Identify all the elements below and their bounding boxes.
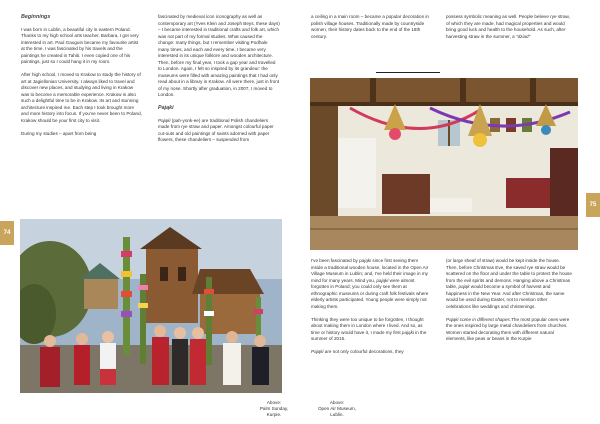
pajaki-term: pająki	[359, 258, 372, 263]
dziad-term: "dziad"	[515, 33, 531, 39]
paragraph: a ceiling in a main room – became a popular decoration in polish village houses. Traditionally made by countryside women, their history dates back to the end of the 18th century.	[311, 14, 429, 39]
paragraph-text: (or large sheaf of straw) would be kept inside the house. Then, before Christmas Eve, the saved rye straw would be scattered on the floor and under the table to protect the house from the evil spirits and demons. Hanging above a Christmas table,	[446, 258, 572, 289]
pajaki-term: Pająki	[158, 117, 171, 123]
paragraph-text: since first seeing them inside a traditional wooden house, located in the Open Air Village Museum in Lublin; and, I've held their image in my mind for many years. Mind you,	[311, 258, 429, 283]
paragraph: During my studies – apart from being	[21, 130, 97, 136]
paragraph	[311, 258, 431, 310]
paragraph-text: were almost forgotten in Poland; you could only see them at ethnographic museums or during craft folk festivals where elderly artists participated. Young people were simply not making them.	[311, 277, 429, 309]
pajak-term: pająk	[458, 284, 470, 289]
left-column-1	[21, 14, 142, 144]
paragraph	[446, 317, 572, 343]
photo-caption-right	[300, 400, 374, 419]
paragraph-text: The most popular ones were the ones inspired by large metal chandeliers from churches. Women started decorating them with different natural elements, like peas or beans in the Kurpie	[446, 316, 570, 341]
paragraph-text: (pah-yonk-ee) are traditional Polish chandeliers made from rye straw and paper. Amongst colourful paper cut-outs and old paintings of saints adorned with paper flowers, these chandeliers – suspended from	[158, 117, 274, 142]
pajaki-term: pająki	[401, 329, 414, 335]
heading-beginnings: Beginnings	[21, 14, 51, 20]
caption-line: Kurpie.	[266, 412, 282, 418]
heading-pajaki: Pająki	[158, 105, 174, 111]
paragraph-text: are not only colourful decorations, they	[323, 349, 404, 354]
caption-line: Palm Sunday,	[259, 406, 289, 412]
paragraph: I was born in Lublin, a beautiful city in eastern Poland. Thanks to my high school arts teacher, Barbara, I got very interested in art. Paul Gauguin became my favourite artist at the time. I was fascinated by his travels and the paintings he created in Tahiti. I even copied one of his paintings, just so I could hang it in my room.	[21, 26, 139, 64]
right-bottom-column-1	[311, 258, 431, 362]
paragraph-text: I've been fascinated by	[311, 258, 360, 263]
paragraph: fascinated by medieval icon iconography as well as contemporary art (Yves Klein and Joseph Beys, these days) – I became interested in traditional crafts and folk art, which was not part of my formal studies. What caused the change: many things, but I remember visiting Podhale many times, and each and every time, I became very interested in its unique folklore and wooden architecture. Then, before my final year, I took a gap year and travelled to London. Again, I felt so inspired by its grandeur: the museums were filled with amazing paintings that I had only read about in a library in Krakow. All were there, just in front of my nose. Shortly after graduation, in 2007, I moved to London.	[158, 14, 280, 97]
paragraph-text: come in different shapes.	[458, 316, 512, 322]
caption-line: Open Air Museum,	[317, 406, 357, 412]
caption-line: Above:	[266, 400, 282, 405]
paragraph-text: would become a symbol of harvest and happiness in the New Year. And after Christmas, the same would be used during Easter, not to mention other celebrations like weddings and christenings.	[446, 284, 565, 309]
page-number-right: 75	[586, 193, 600, 217]
right-top-column-1	[311, 14, 429, 47]
pajaki-term: Pająki	[446, 316, 459, 322]
paragraph-text: in the summer of 2015.	[311, 329, 427, 341]
right-top-column-2	[446, 14, 570, 47]
paragraph	[158, 118, 280, 144]
caption-line: Lublin.	[330, 412, 344, 418]
palm-sunday-photo	[20, 219, 282, 393]
divider-rule	[376, 72, 440, 73]
paragraph	[446, 258, 572, 310]
museum-interior-illustration	[310, 78, 578, 250]
pajaki-term: Pająki	[311, 349, 324, 354]
photo-caption-left	[240, 400, 308, 419]
open-air-museum-photo	[310, 78, 578, 250]
paragraph	[311, 317, 431, 343]
left-column-2	[158, 14, 280, 150]
paragraph	[311, 349, 431, 356]
page-number-left: 74	[0, 221, 14, 245]
pajaki-term: pająki	[376, 277, 389, 283]
caption-line: Above:	[329, 400, 345, 405]
palm-sunday-illustration	[20, 219, 282, 393]
paragraph-text: Thinking they were too unique to be forgotten, I thought about making them in London where I lived. And so, as time or history would have it, I made my first	[311, 316, 424, 335]
paragraph: After high school, I moved to Krakow to study the history of art at Jagiellonian University. I always liked to travel and discover new places, and studying and living in Krakow was to become a memorable experience. Krakow is also such a delightful time to be in Krakow. Its art and stunning architecture inspired me. Each step I took brought more and more history into focus. If you've never been to Poland, Krakow should be your first city to visit.	[21, 72, 142, 123]
paragraph-text: possess symbolic meaning as well. People believe rye straw, of which they are made, had magical properties and would bring good luck and health to the household. As such, after harvesting straw in the summer, a	[446, 14, 570, 39]
right-bottom-column-2	[446, 258, 572, 349]
paragraph	[446, 14, 570, 40]
